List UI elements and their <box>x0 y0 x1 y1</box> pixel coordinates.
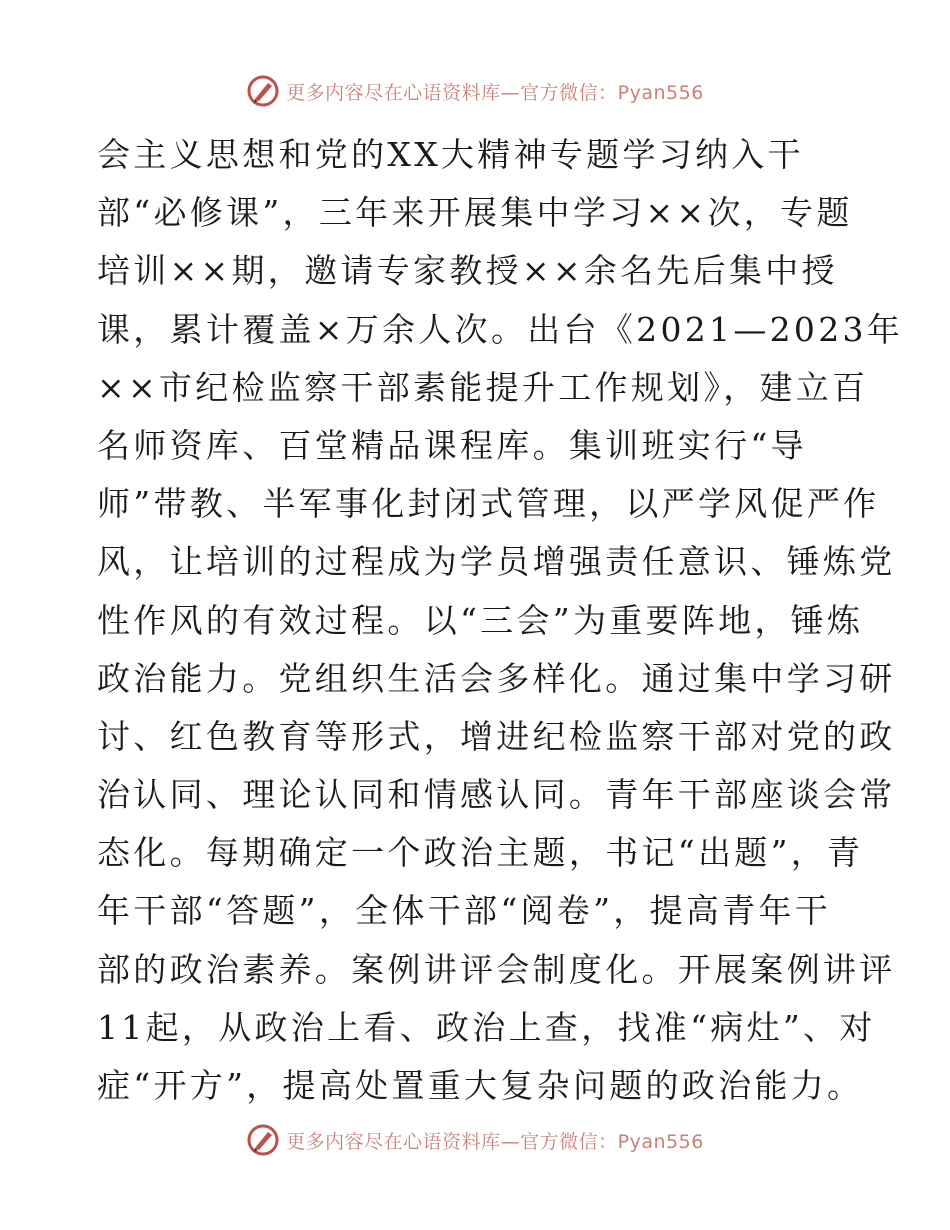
text-line: 风，让培训的过程成为学员增强责任意识、锤炼党 <box>97 542 896 582</box>
text-line: 性作风的有效过程。以“三会”为重要阵地，锤炼 <box>97 600 864 640</box>
text-line: 11起，从政治上看、政治上查，找准“病灶”、对 <box>97 1007 876 1047</box>
text-line: 培训××期，邀请专家教授××余名先后集中授 <box>97 251 838 291</box>
text-line: 讨、红色教育等形式，增进纪检监察干部对党的政 <box>97 716 896 756</box>
watermark-header <box>0 71 950 111</box>
watermark-text: 更多内容尽在心语资料库—官方微信：Pyan556 <box>286 81 704 104</box>
text-line: 会主义思想和党的XX大精神专题学习纳入干 <box>97 135 804 174</box>
watermark-footer <box>0 1120 950 1160</box>
pen-circle-icon <box>246 74 280 108</box>
text-line: 课，累计覆盖×万余人次。出台《2021—2023年 <box>97 309 904 349</box>
pen-circle-icon <box>246 1123 280 1157</box>
text-line: 年干部“答题”，全体干部“阅卷”，提高青年干 <box>97 891 832 931</box>
text-line: 症“开方”，提高处置重大复杂问题的政治能力。 <box>97 1066 864 1105</box>
text-line: 名师资库、百堂精品课程库。集训班实行“导 <box>97 425 807 465</box>
text-line: 治认同、理论认同和情感认同。青年干部座谈会常 <box>97 775 896 815</box>
document-body <box>97 126 904 1115</box>
text-line: 部的政治素养。案例讲评会制度化。开展案例讲评 <box>97 949 896 989</box>
text-line: 部“必修课”，三年来开展集中学习××次，专题 <box>97 193 853 233</box>
text-line: 师”带教、半军事化封闭式管理，以严学风促严作 <box>97 484 880 524</box>
text-line: 政治能力。党组织生活会多样化。通过集中学习研 <box>97 658 896 698</box>
text-line: 态化。每期确定一个政治主题，书记“出题”，青 <box>97 833 864 873</box>
watermark-text: 更多内容尽在心语资料库—官方微信：Pyan556 <box>286 1130 704 1153</box>
text-line: ××市纪检监察干部素能提升工作规划》，建立百 <box>97 367 869 407</box>
